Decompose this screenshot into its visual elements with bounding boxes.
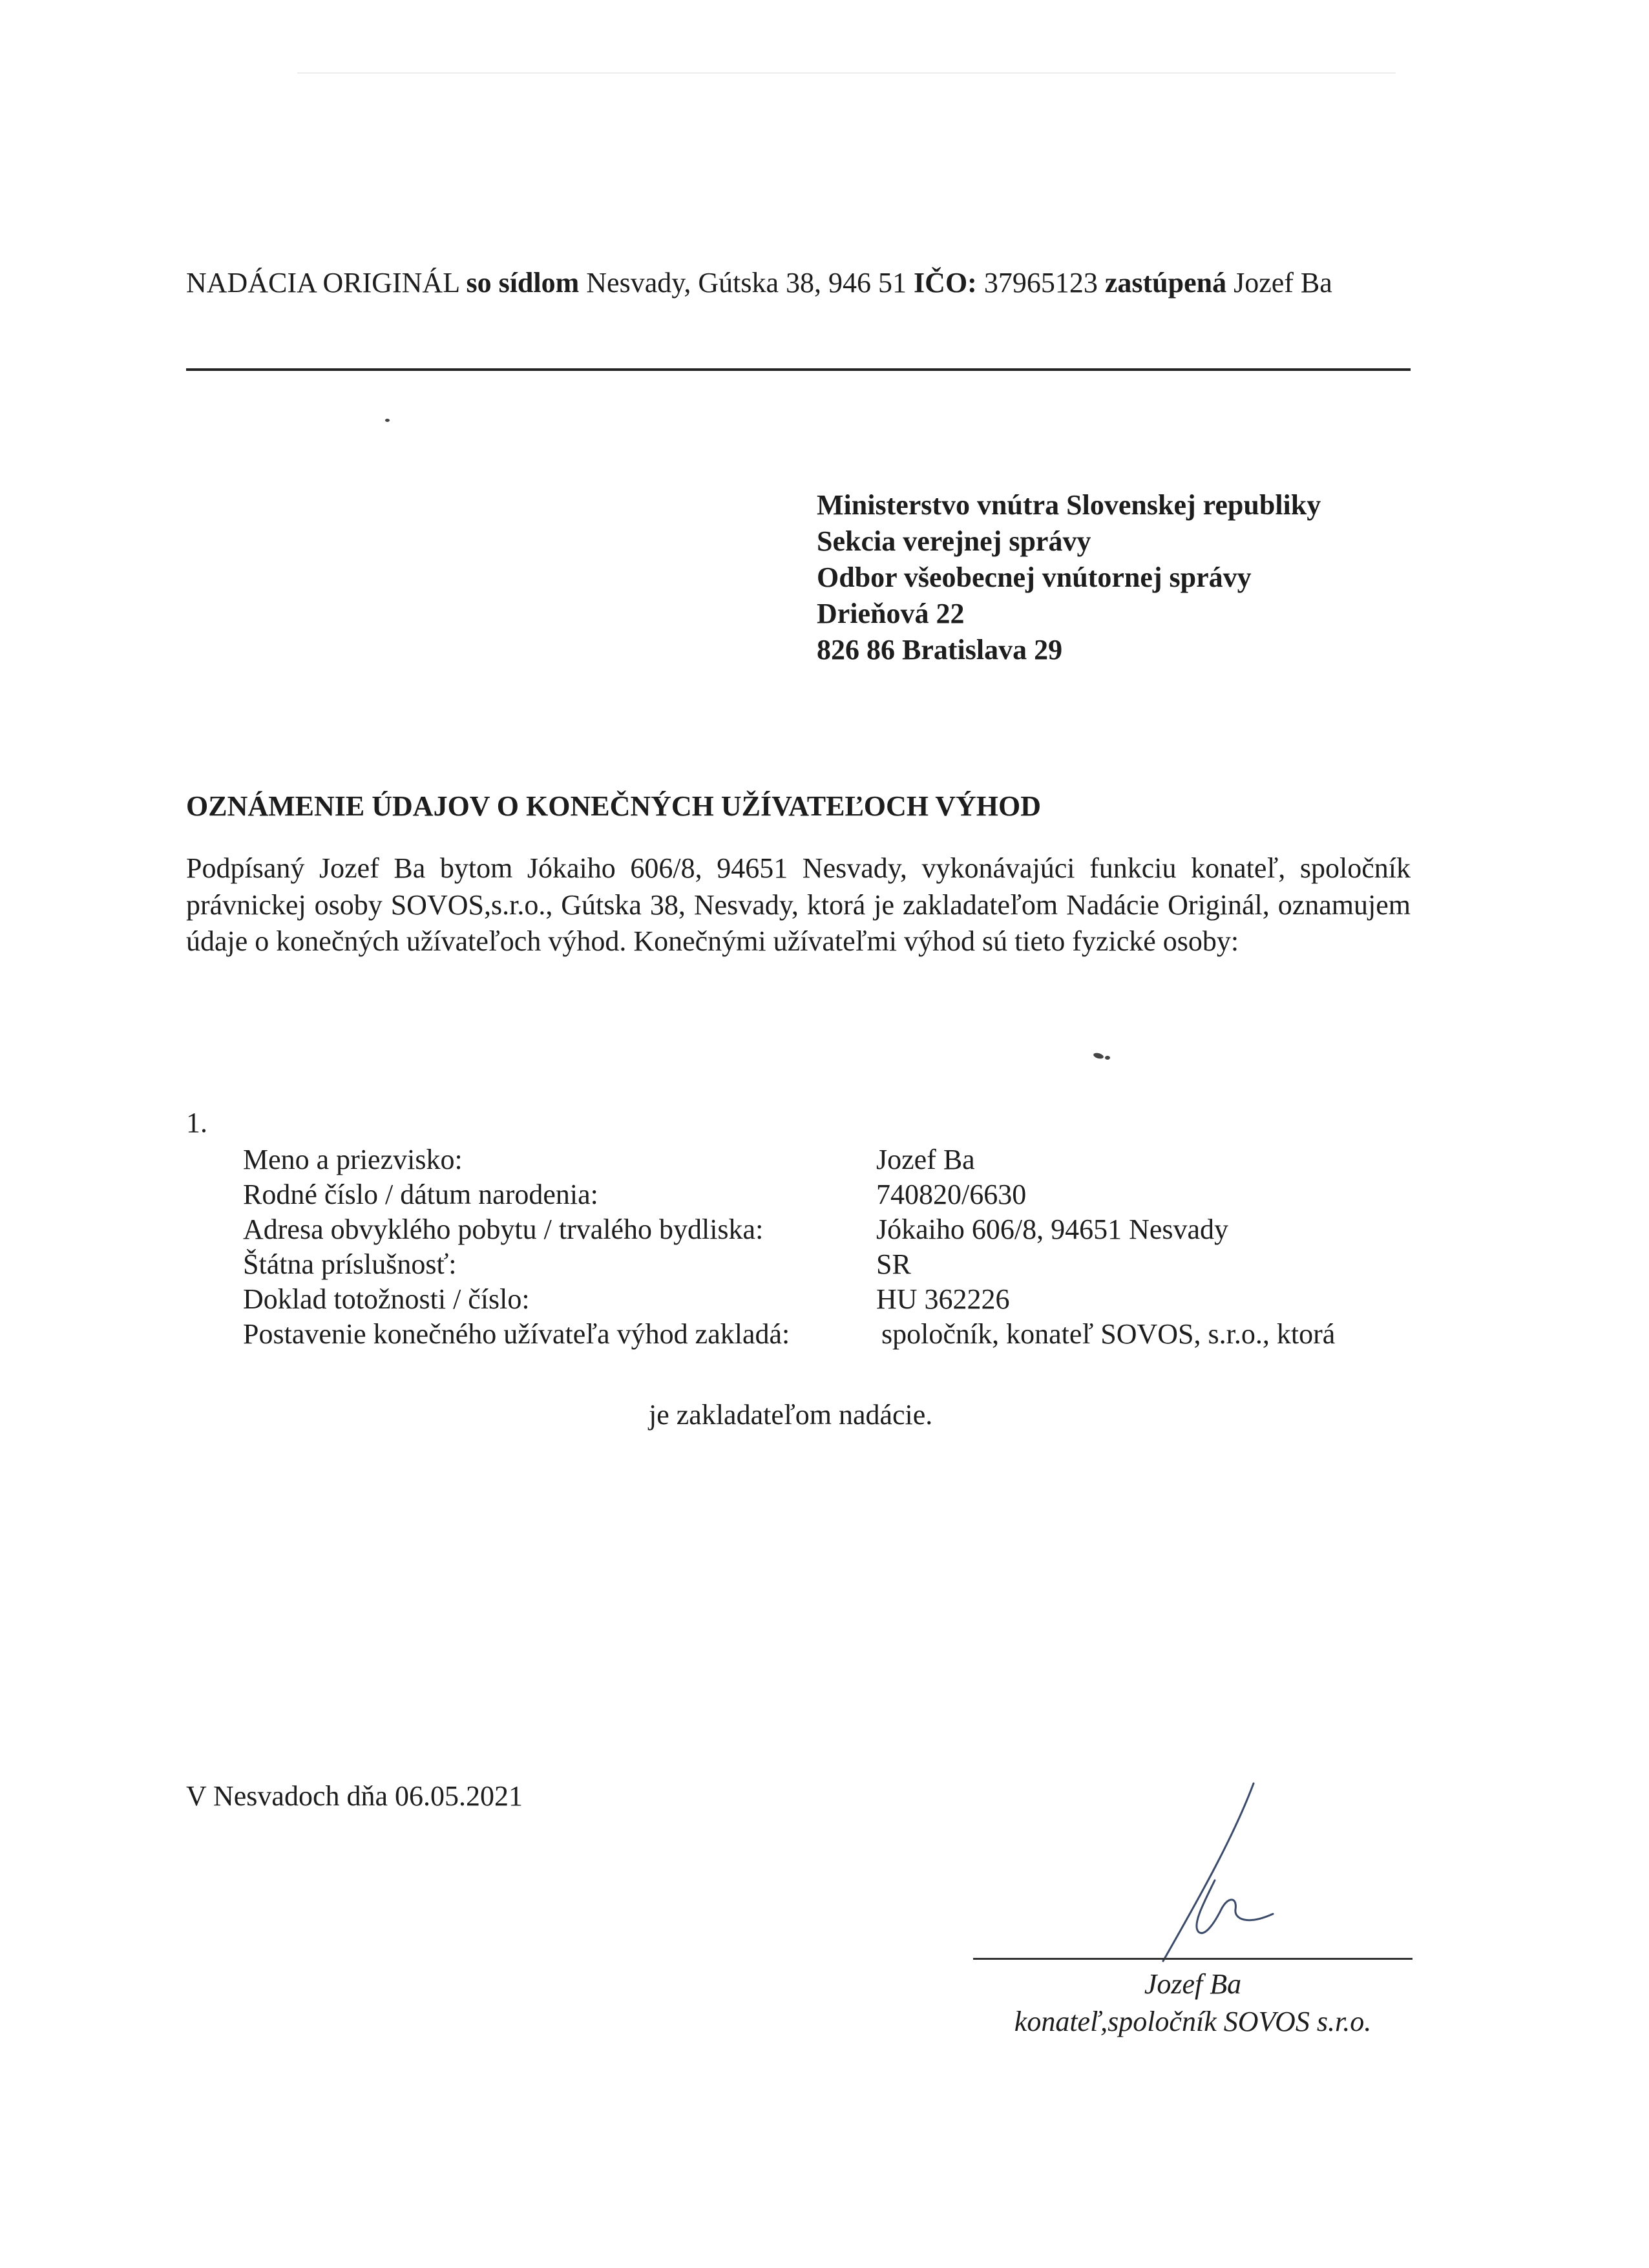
recipient-line: Odbor všeobecnej vnútornej správy — [817, 562, 1252, 593]
represented-label: zastúpená — [1104, 267, 1227, 299]
ico-value: 37965123 — [983, 267, 1098, 299]
scan-speck — [385, 419, 390, 422]
seat-label: so sídlom — [466, 267, 580, 299]
scan-speck — [1105, 1056, 1110, 1060]
beneficiary-number: 1. — [186, 1107, 207, 1139]
detail-label: Adresa obvyklého pobytu / trvalého bydliska: — [243, 1213, 764, 1245]
detail-label: Doklad totožnosti / číslo: — [243, 1283, 530, 1315]
detail-value: HU 362226 — [876, 1283, 1010, 1315]
detail-label: Meno a priezvisko: — [243, 1144, 463, 1175]
detail-label: Rodné číslo / dátum narodenia: — [243, 1179, 598, 1210]
detail-value: SR — [876, 1248, 911, 1280]
signature-line — [973, 1958, 1413, 1960]
detail-value-continuation: je zakladateľom nadácie. — [649, 1399, 933, 1431]
detail-label: Štátna príslušnosť: — [243, 1248, 457, 1280]
detail-value: spoločník, konateľ SOVOS, s.r.o., ktorá — [881, 1318, 1336, 1350]
sender-header — [186, 264, 1411, 302]
signer-name: Jozef Ba — [1144, 1968, 1242, 2000]
detail-value: 740820/6630 — [876, 1179, 1027, 1210]
signature-stroke — [1197, 1880, 1221, 1933]
signer-role: konateľ,spoločník SOVOS s.r.o. — [1014, 2006, 1372, 2037]
recipient-line: 826 86 Bratislava 29 — [817, 634, 1063, 666]
place-date-line: V Nesvadoch dňa 06.05.2021 — [186, 1780, 523, 1812]
detail-value: Jozef Ba — [876, 1144, 975, 1175]
recipient-line: Sekcia verejnej správy — [817, 525, 1091, 557]
scan-speck — [1093, 1052, 1104, 1060]
header-divider — [186, 368, 1411, 371]
signature-stroke — [1163, 1783, 1254, 1961]
handwritten-signature — [1124, 1777, 1357, 1971]
ico-label: IČO: — [914, 267, 977, 299]
signature-stroke — [1221, 1900, 1273, 1920]
recipient-line: Ministerstvo vnútra Slovenskej republiky — [817, 489, 1321, 521]
document-title: OZNÁMENIE ÚDAJOV O KONEČNÝCH UŽÍVATEĽOCH VÝHOD — [186, 790, 1042, 822]
seat-address: Nesvady, Gútska 38, 946 51 — [586, 267, 907, 299]
representative-name: Jozef Ba — [1234, 267, 1332, 299]
detail-value: Jókaiho 606/8, 94651 Nesvady — [876, 1213, 1229, 1245]
org-name: NADÁCIA ORIGINÁL — [186, 267, 459, 299]
recipient-address-block — [817, 487, 1321, 668]
recipient-line: Drieňová 22 — [817, 598, 965, 629]
detail-label: Postavenie konečného užívateľa výhod zakladá: — [243, 1318, 790, 1350]
scan-artifact-line — [297, 72, 1396, 74]
body-paragraph: Podpísaný Jozef Ba bytom Jókaiho 606/8, 94651 Nesvady, vykonávajúci funkciu konateľ, spoločník právnickej osoby SOVOS,s.r.o., Gútska 38, Nesvady, ktorá je zakladateľom Nadácie Originál, oznamujem údaje o konečných užívateľoch výhod. Konečnými užívateľmi výhod sú tieto fyzické osoby: — [186, 852, 1411, 957]
